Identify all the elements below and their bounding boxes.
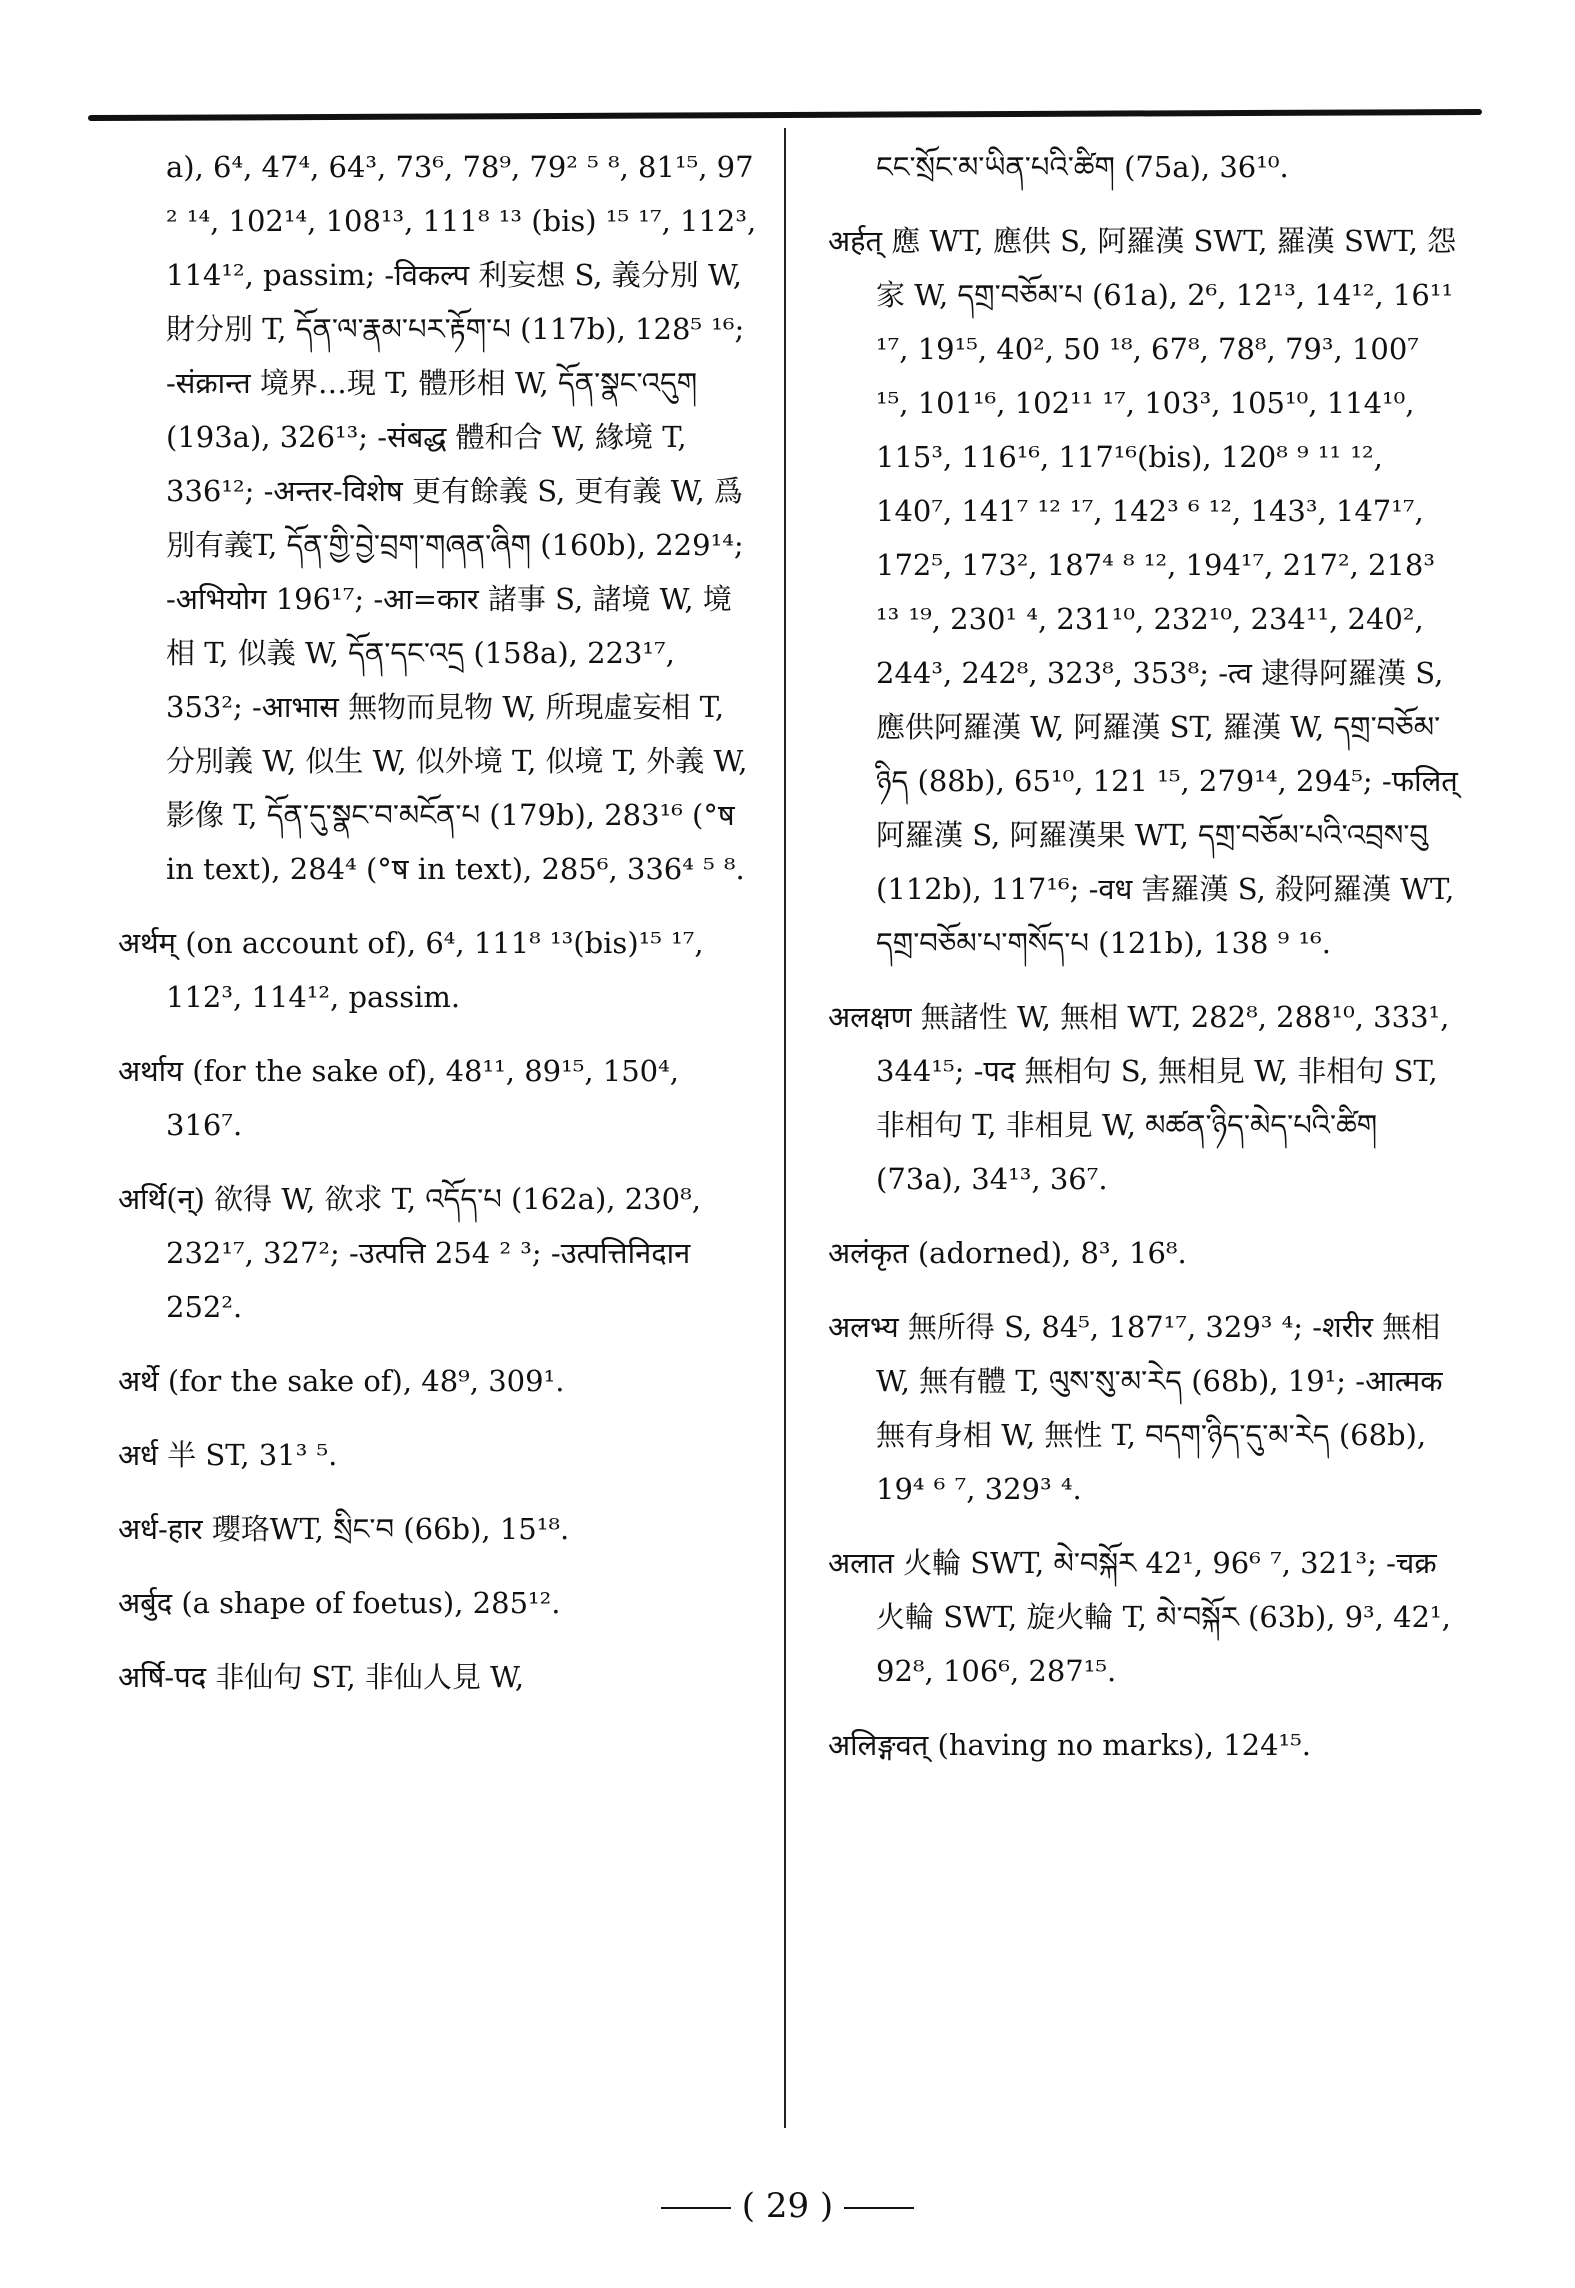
- dictionary-entry: अर्बुद (a shape of foetus), 285¹².: [118, 1586, 561, 1620]
- dictionary-entry: अर्षि-पद 非仙句 ST, 非仙人見 W,: [118, 1660, 525, 1694]
- dictionary-entry: अर्थाय (for the sake of), 48¹¹, 89¹⁵, 150⁴, 316⁷.: [118, 1054, 679, 1142]
- dictionary-entry: अलात 火輪 SWT, མེ་བསྐོར 42¹, 96⁶ ⁷, 321³; -चक्र 火輪 SWT, 旋火輪 T, མེ་བསྐོར (63b), 9³, 42¹, 92⁸, 106⁶, 287¹⁵.: [828, 1546, 1451, 1688]
- header-rule: [88, 109, 1482, 121]
- dictionary-entry: अर्थि(न्) 欲得 W, 欲求 T, འདོད་པ (162a), 230⁸, 232¹⁷, 327²; -उत्पत्ति 254 ² ³; -उत्पत्तिनिदान 252².: [118, 1182, 701, 1324]
- dictionary-entry: अर्ध 半 ST, 31³ ⁵.: [118, 1438, 338, 1472]
- dictionary-entry: अलभ्य 無所得 S, 84⁵, 187¹⁷, 329³ ⁴; -शरीर 無相 W, 無有體 T, ལུས་སུ་མ་རེད (68b), 19¹; -आत्मक 無有身相 W, 無性 T, བདག་ཉིད་དུ་མ་རེད (68b), 19⁴ ⁶ ⁷, 329³ ⁴.: [828, 1310, 1443, 1506]
- dictionary-entry: अलिङ्गवत् (having no marks), 124¹⁵.: [828, 1728, 1311, 1762]
- dictionary-entry: a), 6⁴, 47⁴, 64³, 73⁶, 78⁹, 79² ⁵ ⁸, 81¹⁵, 97 ² ¹⁴, 102¹⁴, 108¹³, 111⁸ ¹³ (bis) ¹⁵ ¹⁷, 112³, 114¹², passim; -विकल्प 利妄想 S, 義分別 W, 財分別 T, དོན་ལ་རྣམ་པར་རྟོག་པ (117b), 128⁵ ¹⁶; -संक्रान्त 境界…現 T, 體形相 W, དོན་སྣང་འདུག (193a), 326¹³; -संबद्ध 體和合 W, 緣境 T, 336¹²; -अन्तर-विशेष 更有餘義 S, 更有義 W, 爲別有義T, དོན་གྱི་བྱེ་བྲག་གཞན་ཞིག (160b), 229¹⁴; -अभियोग 196¹⁷; -आ=कार 諸事 S, 諸境 W, 境相 T, 似義 W, དོན་དང་འདྲ (158a), 223¹⁷, 353²; -आभास 無物而見物 W, 所現虛妄相 T, 分別義 W, 似生 W, 似外境 T, 似境 T, 外義 W, 影像 T, དོན་དུ་སྣང་བ་མངོན་པ (179b), 283¹⁶ (°ष in text), 284⁴ (°ष in text), 285⁶, 336⁴ ⁵ ⁸.: [166, 150, 757, 886]
- dictionary-entry: अर्ध-हार 瓔珞WT, སྲིང་བ (66b), 15¹⁸.: [118, 1512, 570, 1546]
- page-number: 29: [765, 2186, 810, 2226]
- dictionary-entry: अलक्षण 無諸性 W, 無相 WT, 282⁸, 288¹⁰, 333¹, 344¹⁵; -पद 無相句 S, 無相見 W, 非相句 ST, 非相句 T, 非相見 W, མཚན་ཉིད་མེད་པའི་ཚིག (73a), 34¹³, 36⁷.: [828, 1000, 1450, 1196]
- page-footer: ( 29 ): [0, 2186, 1575, 2226]
- dictionary-entry: अर्थम् (on account of), 6⁴, 111⁸ ¹³(bis)¹⁵ ¹⁷, 112³, 114¹², passim.: [118, 926, 704, 1014]
- column-divider: [784, 128, 786, 2128]
- footer-dash-right: [844, 2207, 914, 2209]
- left-column: [118, 140, 758, 1724]
- dictionary-entry: अर्हत् 應 WT, 應供 S, 阿羅漢 SWT, 羅漢 SWT, 怨家 W, དགྲ་བཅོམ་པ (61a), 2⁶, 12¹³, 14¹², 16¹¹ ¹⁷, 19¹⁵, 40², 50 ¹⁸, 67⁸, 78⁸, 79³, 100⁷ ¹⁵, 101¹⁶, 102¹¹ ¹⁷, 103³, 105¹⁰, 114¹⁰, 115³, 116¹⁶, 117¹⁶(bis), 120⁸ ⁹ ¹¹ ¹², 140⁷, 141⁷ ¹² ¹⁷, 142³ ⁶ ¹², 143³, 147¹⁷, 172⁵, 173², 187⁴ ⁸ ¹², 194¹⁷, 217², 218³ ¹³ ¹⁹, 230¹ ⁴, 231¹⁰, 232¹⁰, 234¹¹, 240², 244³, 242⁸, 323⁸, 353⁸; -त्व 逮得阿羅漢 S, 應供阿羅漢 W, 阿羅漢 ST, 羅漢 W, དགྲ་བཅོམ་ཉིད (88b), 65¹⁰, 121 ¹⁵, 279¹⁴, 294⁵; -फलित् 阿羅漢 S, 阿羅漢果 WT, དགྲ་བཅོམ་པའི་འབྲས་བུ (112b), 117¹⁶; -वध 害羅漢 S, 殺阿羅漢 WT, དགྲ་བཅོམ་པ་གསོད་པ (121b), 138 ⁹ ¹⁶.: [828, 224, 1458, 960]
- dictionary-entry: अलंकृत (adorned), 8³, 16⁸.: [828, 1236, 1187, 1270]
- dictionary-entry: ངང་སྲོང་མ་ཡིན་པའི་ཚིག (75a), 36¹⁰.: [876, 150, 1289, 184]
- right-column: [828, 140, 1458, 1792]
- footer-dash-left: [661, 2207, 731, 2209]
- dictionary-entry: अर्थे (for the sake of), 48⁹, 309¹.: [118, 1364, 565, 1398]
